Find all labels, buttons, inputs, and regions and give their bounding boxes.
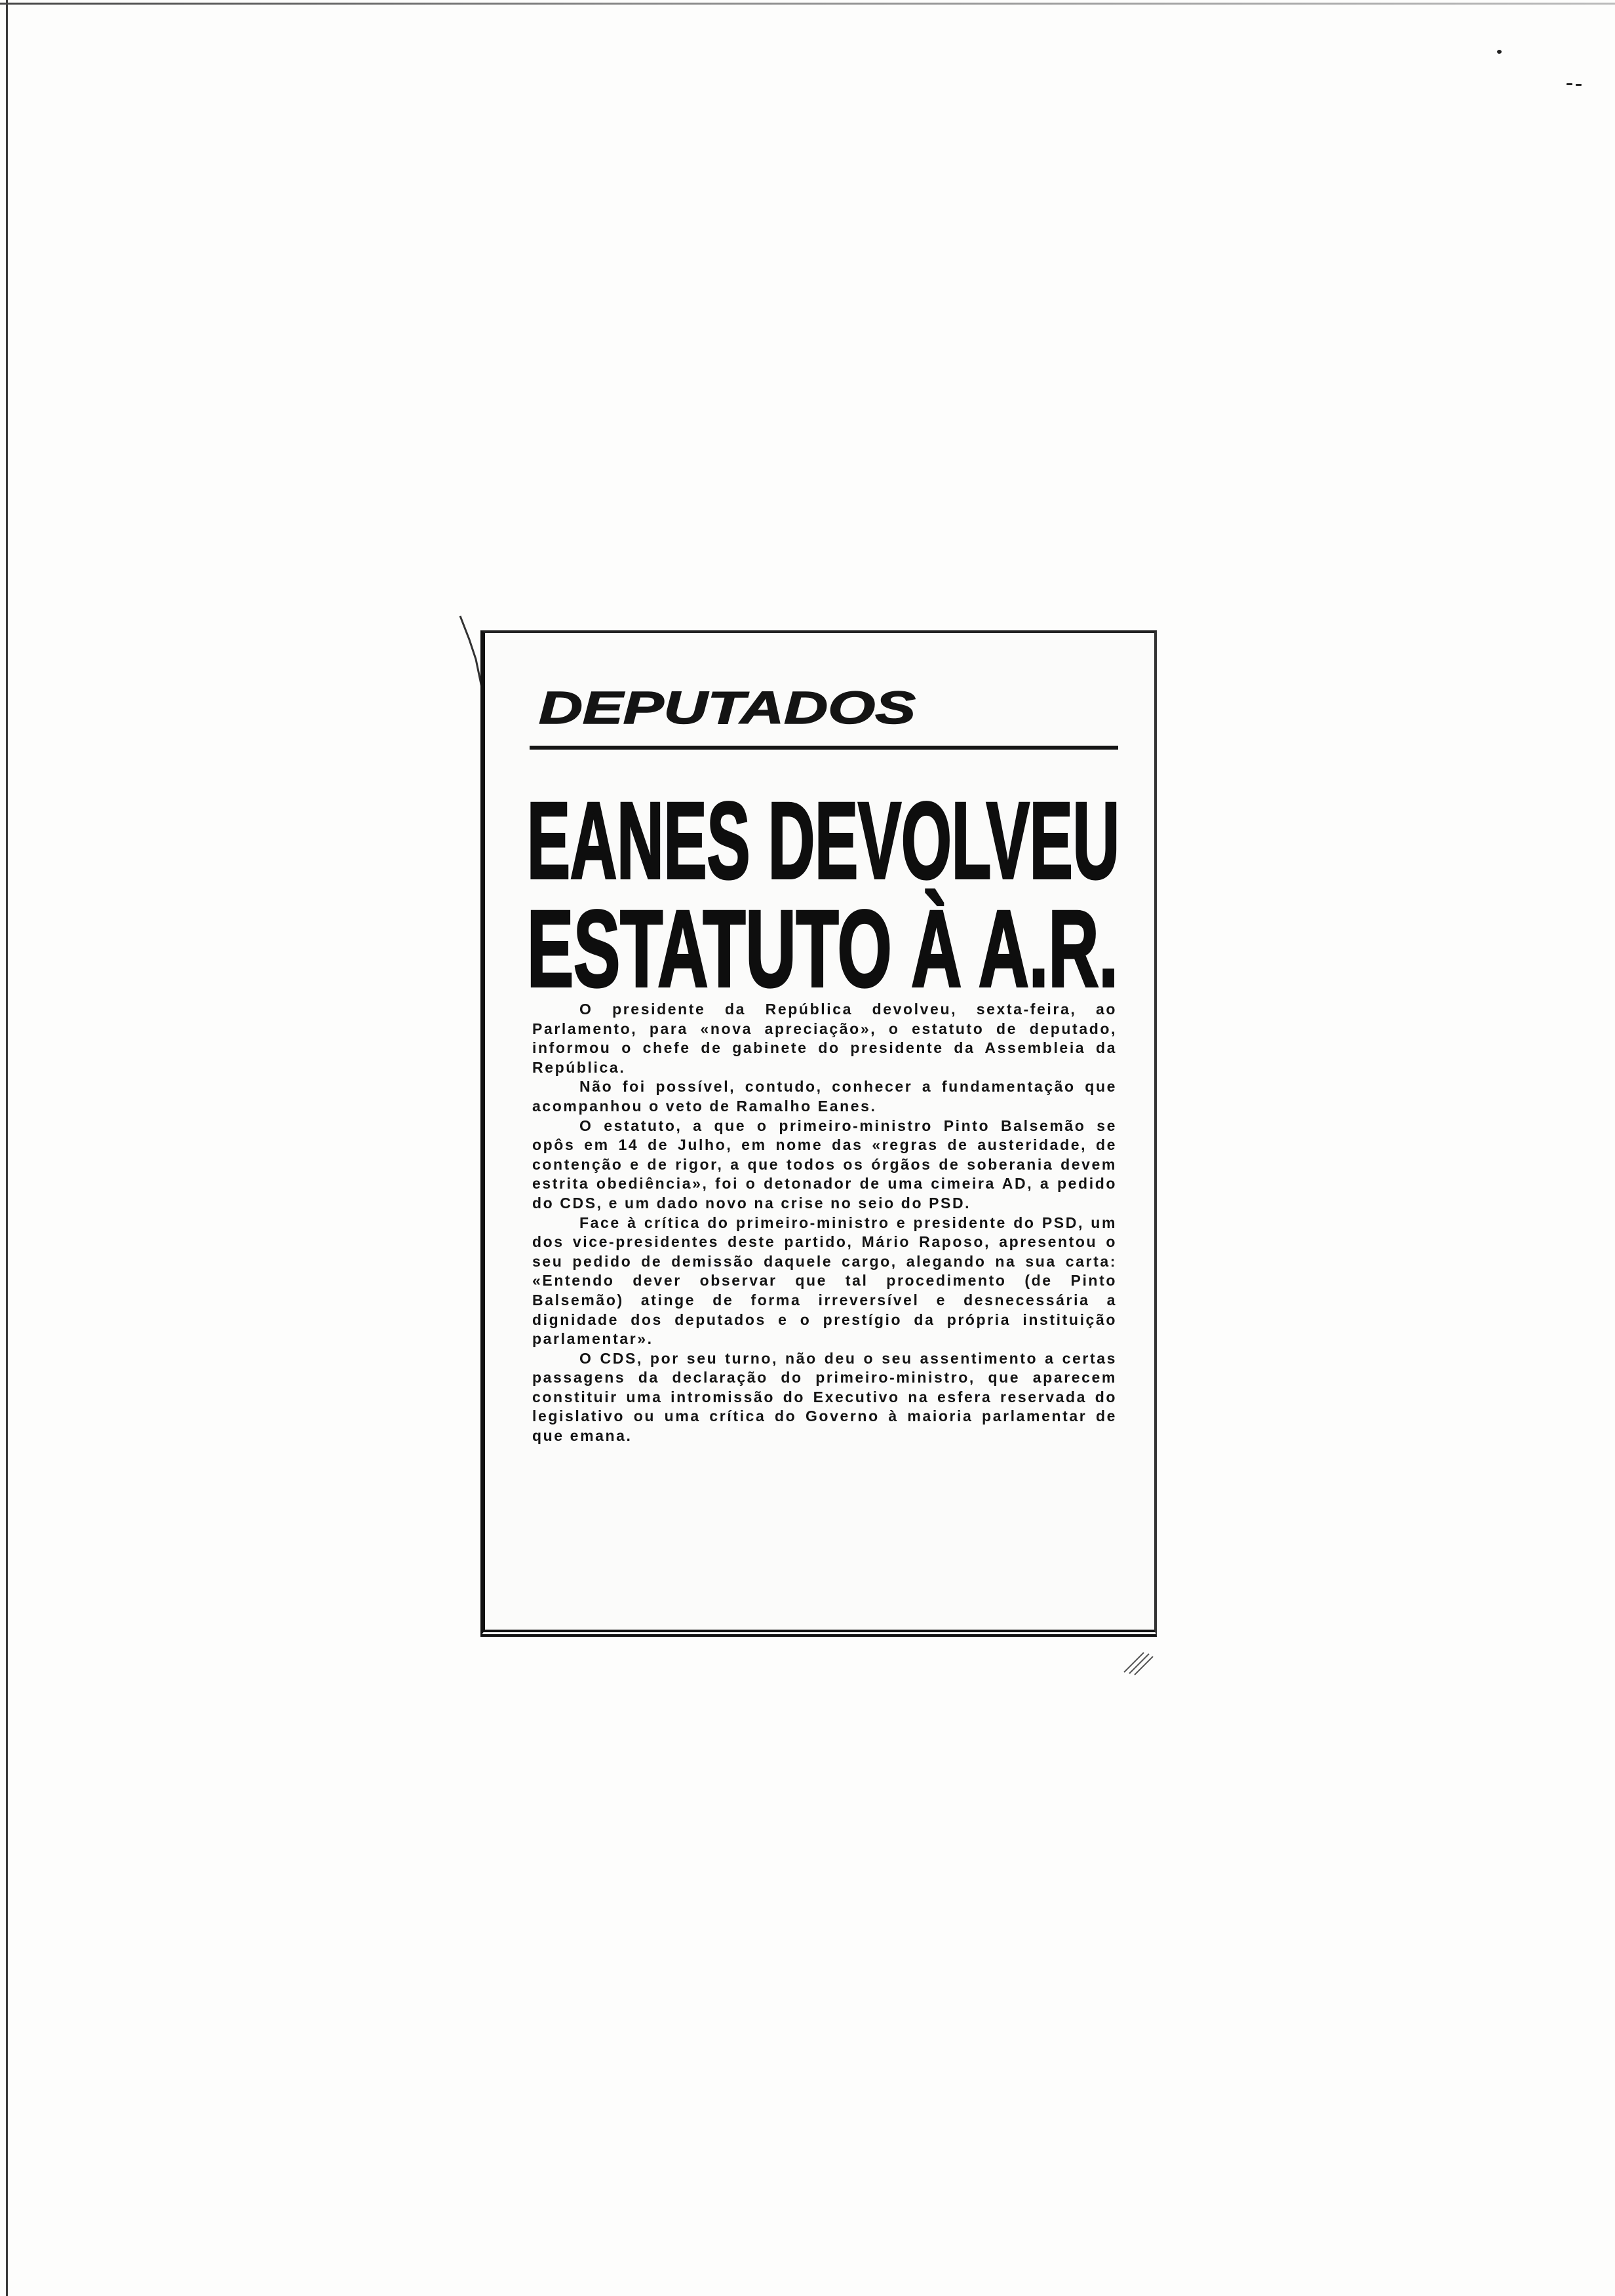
headline bbox=[526, 764, 1123, 993]
article-body bbox=[532, 1000, 1117, 1446]
scan-speck bbox=[1566, 83, 1572, 85]
article-paragraph: O presidente da República devolveu, sexta-feira, ao Parlamento, para «nova apreciação», o estatuto de deputado, informou o chefe de gabinete do presidente da Assembleia da República. bbox=[532, 1001, 1117, 1076]
section-header bbox=[536, 685, 929, 738]
article-paragraph: Face à crítica do primeiro-ministro e presidente do PSD, um dos vice-presidentes deste partido, Mário Raposo, apresentou o seu pedido de demissão daquele cargo, alegando na sua carta: «Entendo dever observar que tal procedimento (de Pinto Balsemão) atinge de forma irreversível e desnecessária a dignidade dos deputados e o prestígio da própria instituição parlamentar». bbox=[532, 1214, 1117, 1348]
scan-speck bbox=[1576, 84, 1582, 86]
page-edge-top bbox=[0, 3, 1615, 5]
article-paragraph: Não foi possível, contudo, conhecer a fundamentação que acompanhou o veto de Ramalho Eanes. bbox=[532, 1078, 1117, 1115]
scan-speck bbox=[1497, 50, 1502, 54]
page-edge-left bbox=[6, 0, 8, 2296]
headline-line-2: ESTATUTO À A.R. bbox=[527, 889, 1118, 993]
section-title: DEPUTADOS bbox=[539, 685, 916, 733]
clipping-corner-hatch bbox=[1118, 1638, 1157, 1677]
newspaper-clipping bbox=[480, 630, 1157, 1637]
article-paragraph: O CDS, por seu turno, não deu o seu assentimento a certas passagens da declaração do primeiro-ministro, que aparecem constituir uma intromissão do Executivo na esfera reservada do legislativo ou uma crítica do Governo à maioria parlamentar de que emana. bbox=[532, 1349, 1117, 1445]
headline-line-1: EANES DEVOLVEU bbox=[527, 780, 1119, 902]
section-rule bbox=[530, 746, 1118, 750]
article-paragraph: O estatuto, a que o primeiro-ministro Pinto Balsemão se opôs em 14 de Julho, em nome das «regras de austeridade, de contenção e de rigor, a que todos os órgãos de soberania devem estrita obediência», foi o detonador de uma cimeira AD, a pedido do CDS, e um dado novo na crise no seio do PSD. bbox=[532, 1117, 1117, 1212]
